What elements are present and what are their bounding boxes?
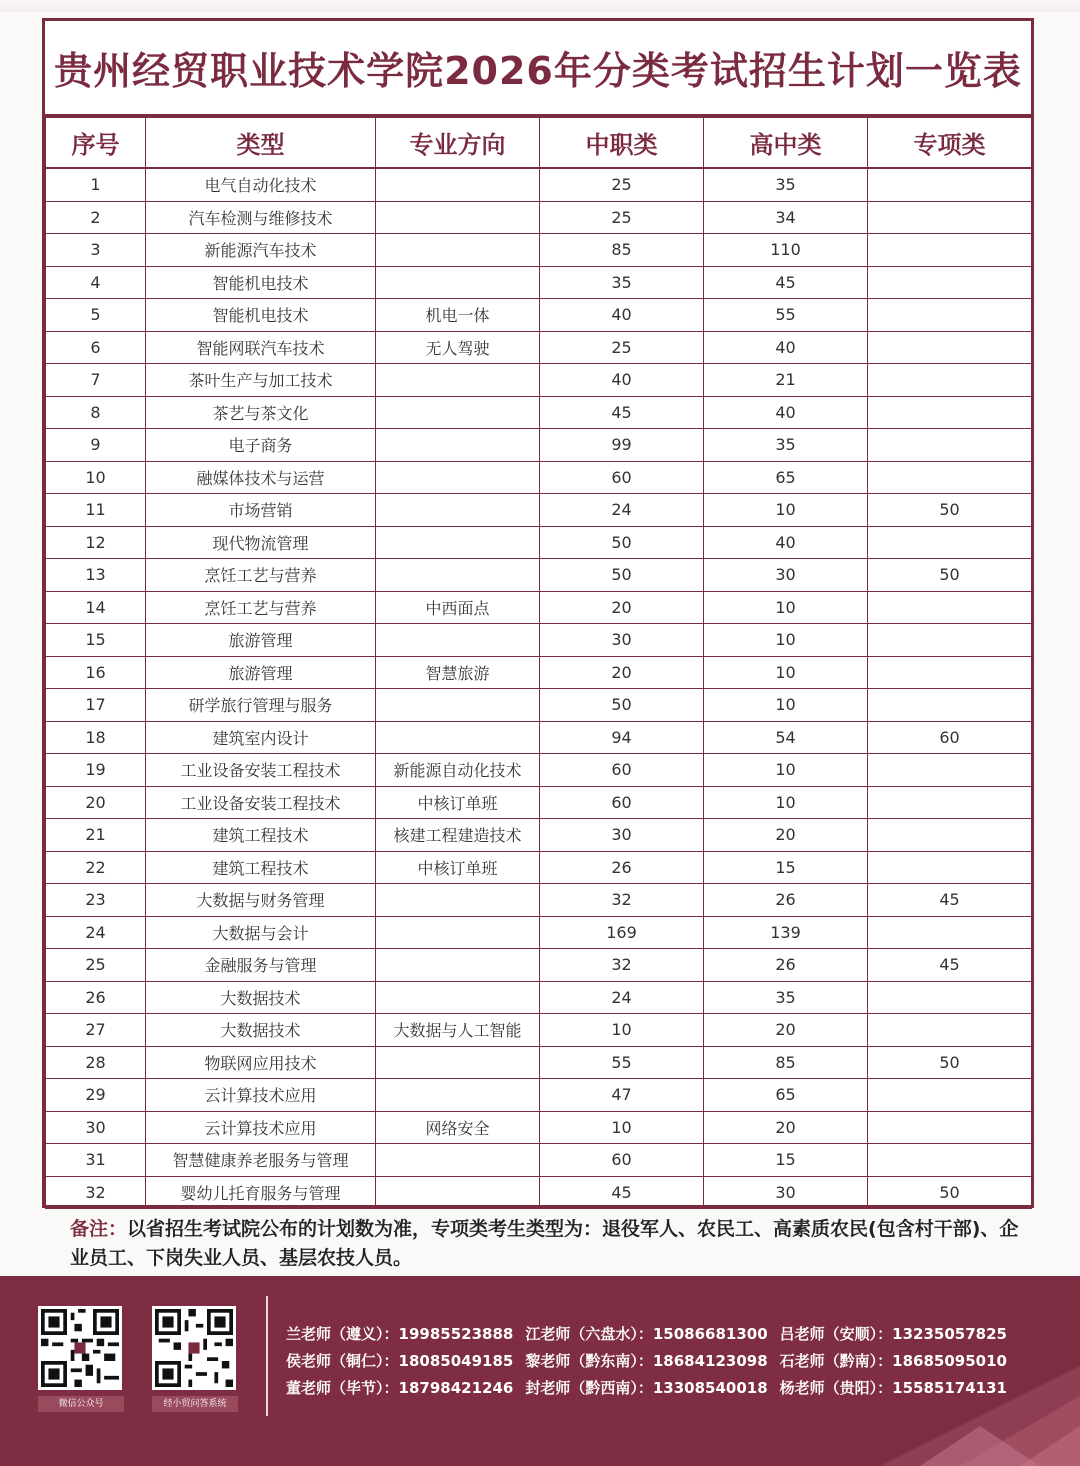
cell-direction: [376, 1046, 540, 1079]
cell-direction: [376, 201, 540, 234]
cell-index: 16: [46, 656, 146, 689]
cell-type: 融媒体技术与运营: [146, 461, 376, 494]
cell-direction: [376, 266, 540, 299]
cell-special: [868, 916, 1032, 949]
cell-index: 14: [46, 591, 146, 624]
contact-name: 石老师（黔南）：: [779, 1352, 893, 1370]
cell-highschool: 34: [704, 201, 868, 234]
cell-index: 6: [46, 331, 146, 364]
cell-index: 20: [46, 786, 146, 819]
cell-type: 云计算技术应用: [146, 1111, 376, 1144]
cell-highschool: 35: [704, 429, 868, 462]
contact-phone[interactable]: 18684123098: [652, 1352, 768, 1370]
cell-special: [868, 786, 1032, 819]
cell-highschool: 10: [704, 786, 868, 819]
cell-vocational: 60: [540, 1144, 704, 1177]
cell-highschool: 40: [704, 331, 868, 364]
cell-special: [868, 819, 1032, 852]
cell-highschool: 10: [704, 591, 868, 624]
cell-highschool: 35: [704, 981, 868, 1014]
cell-highschool: 10: [704, 754, 868, 787]
cell-vocational: 32: [540, 884, 704, 917]
contact-footer: [0, 1276, 1080, 1466]
contact-name: 黎老师（黔东南）：: [525, 1352, 653, 1370]
cell-index: 15: [46, 624, 146, 657]
cell-highschool: 54: [704, 721, 868, 754]
cell-index: 32: [46, 1176, 146, 1209]
contact-phone[interactable]: 19985523888: [398, 1325, 514, 1343]
cell-vocational: 60: [540, 786, 704, 819]
cell-vocational: 45: [540, 396, 704, 429]
cell-type: 大数据与会计: [146, 916, 376, 949]
cell-highschool: 40: [704, 396, 868, 429]
cell-index: 8: [46, 396, 146, 429]
cell-special: [868, 429, 1032, 462]
cell-vocational: 99: [540, 429, 704, 462]
cell-vocational: 32: [540, 949, 704, 982]
cell-highschool: 26: [704, 949, 868, 982]
cell-special: [868, 364, 1032, 397]
contact-name: 侯老师（铜仁）：: [286, 1352, 399, 1370]
qr-code-icon: [38, 1306, 122, 1390]
cell-vocational: 10: [540, 1111, 704, 1144]
cell-vocational: 20: [540, 656, 704, 689]
cell-special: [868, 526, 1032, 559]
cell-special: 50: [868, 559, 1032, 592]
cell-special: 60: [868, 721, 1032, 754]
cell-vocational: 40: [540, 364, 704, 397]
contact-phone[interactable]: 18685095010: [892, 1352, 1007, 1370]
cell-special: [868, 1014, 1032, 1047]
contact-name: 封老师（黔西南）：: [525, 1379, 653, 1397]
cell-direction: 大数据与人工智能: [376, 1014, 540, 1047]
table-row: [46, 1144, 1032, 1177]
contact-phone[interactable]: 13308540018: [652, 1379, 768, 1397]
cell-vocational: 60: [540, 754, 704, 787]
cell-highschool: 65: [704, 461, 868, 494]
table-row: [46, 168, 1032, 201]
cell-special: [868, 689, 1032, 722]
cell-special: [868, 851, 1032, 884]
cell-index: 30: [46, 1111, 146, 1144]
cell-type: 研学旅行管理与服务: [146, 689, 376, 722]
cell-direction: [376, 429, 540, 462]
contact-row: [286, 1320, 1076, 1347]
page-top-border: [0, 0, 1080, 12]
cell-direction: [376, 721, 540, 754]
cell-index: 21: [46, 819, 146, 852]
cell-type: 烹饪工艺与营养: [146, 559, 376, 592]
cell-index: 19: [46, 754, 146, 787]
contact-name: 江老师（六盘水）：: [525, 1325, 653, 1343]
cell-type: 新能源汽车技术: [146, 234, 376, 267]
cell-special: [868, 1111, 1032, 1144]
table-row: [46, 689, 1032, 722]
cell-direction: [376, 396, 540, 429]
contact-entry: [525, 1377, 767, 1398]
table-row: [46, 461, 1032, 494]
cell-type: 建筑工程技术: [146, 819, 376, 852]
contact-entry: [525, 1323, 767, 1344]
cell-direction: [376, 559, 540, 592]
cell-direction: [376, 234, 540, 267]
cell-special: 45: [868, 949, 1032, 982]
cell-direction: [376, 916, 540, 949]
contact-entry: [780, 1350, 1007, 1371]
contact-row: [286, 1347, 1076, 1374]
cell-highschool: 40: [704, 526, 868, 559]
cell-type: 茶叶生产与加工技术: [146, 364, 376, 397]
cell-highschool: 55: [704, 299, 868, 332]
table-row: [46, 1176, 1032, 1209]
cell-index: 22: [46, 851, 146, 884]
cell-vocational: 24: [540, 981, 704, 1014]
cell-vocational: 20: [540, 591, 704, 624]
contact-phone[interactable]: 15086681300: [652, 1325, 768, 1343]
cell-direction: 中西面点: [376, 591, 540, 624]
cell-special: [868, 1144, 1032, 1177]
cell-index: 27: [46, 1014, 146, 1047]
cell-direction: 中核订单班: [376, 786, 540, 819]
qr-qa-system[interactable]: [152, 1306, 238, 1412]
table-row: [46, 656, 1032, 689]
table-row: [46, 786, 1032, 819]
contact-row: [286, 1374, 1076, 1401]
cell-index: 23: [46, 884, 146, 917]
table-row: [46, 591, 1032, 624]
cell-type: 云计算技术应用: [146, 1079, 376, 1112]
cell-vocational: 25: [540, 331, 704, 364]
table-row: [46, 331, 1032, 364]
table-row: [46, 916, 1032, 949]
cell-type: 市场营销: [146, 494, 376, 527]
cell-index: 25: [46, 949, 146, 982]
cell-type: 大数据技术: [146, 1014, 376, 1047]
page-title: 贵州经贸职业技术学院2026年分类考试招生计划一览表: [45, 21, 1031, 117]
cell-vocational: 26: [540, 851, 704, 884]
cell-direction: [376, 949, 540, 982]
qr-caption-wechat: 微信公众号: [38, 1396, 124, 1412]
cell-type: 电气自动化技术: [146, 168, 376, 201]
contact-name: 杨老师（贵阳）：: [779, 1379, 893, 1397]
cell-direction: 机电一体: [376, 299, 540, 332]
cell-index: 24: [46, 916, 146, 949]
cell-index: 18: [46, 721, 146, 754]
cell-type: 旅游管理: [146, 656, 376, 689]
qr-caption-qa: 经小贸问答系统: [152, 1396, 238, 1412]
header-special: 专项类: [868, 118, 1032, 169]
cell-special: [868, 1079, 1032, 1112]
plan-frame: [42, 18, 1034, 1208]
cell-direction: [376, 461, 540, 494]
cell-vocational: 24: [540, 494, 704, 527]
cell-vocational: 169: [540, 916, 704, 949]
table-row: [46, 624, 1032, 657]
contact-list: [286, 1320, 1076, 1401]
contact-phone[interactable]: 13235057825: [892, 1325, 1007, 1343]
contact-name: 董老师（毕节）：: [286, 1379, 399, 1397]
cell-type: 电子商务: [146, 429, 376, 462]
contact-phone[interactable]: 18798421246: [398, 1379, 514, 1397]
cell-index: 29: [46, 1079, 146, 1112]
cell-type: 建筑室内设计: [146, 721, 376, 754]
table-row: [46, 494, 1032, 527]
cell-type: 物联网应用技术: [146, 1046, 376, 1079]
cell-type: 金融服务与管理: [146, 949, 376, 982]
cell-index: 7: [46, 364, 146, 397]
table-row: [46, 396, 1032, 429]
cell-special: 50: [868, 494, 1032, 527]
cell-vocational: 60: [540, 461, 704, 494]
cell-vocational: 94: [540, 721, 704, 754]
table-row: [46, 266, 1032, 299]
header-type: 类型: [146, 118, 376, 169]
cell-direction: 网络安全: [376, 1111, 540, 1144]
cell-special: 50: [868, 1046, 1032, 1079]
cell-vocational: 50: [540, 689, 704, 722]
cell-vocational: 45: [540, 1176, 704, 1209]
qr-code-icon: [152, 1306, 236, 1390]
contact-entry: [780, 1323, 1007, 1344]
cell-highschool: 10: [704, 656, 868, 689]
contact-entry: [780, 1377, 1007, 1398]
cell-highschool: 20: [704, 819, 868, 852]
cell-highschool: 35: [704, 168, 868, 201]
cell-highschool: 65: [704, 1079, 868, 1112]
cell-direction: 中核订单班: [376, 851, 540, 884]
cell-index: 26: [46, 981, 146, 1014]
cell-direction: 智慧旅游: [376, 656, 540, 689]
table-row: [46, 1079, 1032, 1112]
cell-type: 汽车检测与维修技术: [146, 201, 376, 234]
cell-highschool: 10: [704, 624, 868, 657]
contact-entry: [286, 1323, 513, 1344]
cell-vocational: 47: [540, 1079, 704, 1112]
cell-index: 10: [46, 461, 146, 494]
cell-direction: [376, 1176, 540, 1209]
cell-direction: [376, 168, 540, 201]
footer-divider: [266, 1296, 268, 1416]
cell-vocational: 25: [540, 168, 704, 201]
cell-vocational: 35: [540, 266, 704, 299]
cell-index: 2: [46, 201, 146, 234]
cell-special: [868, 299, 1032, 332]
cell-special: [868, 396, 1032, 429]
table-row: [46, 754, 1032, 787]
contact-name: 吕老师（安顺）：: [779, 1325, 893, 1343]
qr-wechat[interactable]: [38, 1306, 124, 1412]
cell-index: 1: [46, 168, 146, 201]
cell-type: 茶艺与茶文化: [146, 396, 376, 429]
cell-highschool: 139: [704, 916, 868, 949]
cell-type: 智慧健康养老服务与管理: [146, 1144, 376, 1177]
cell-special: 45: [868, 884, 1032, 917]
table-row: [46, 1111, 1032, 1144]
cell-direction: [376, 624, 540, 657]
table-row: [46, 299, 1032, 332]
cell-type: 智能网联汽车技术: [146, 331, 376, 364]
cell-highschool: 10: [704, 689, 868, 722]
contact-phone[interactable]: 15585174131: [892, 1379, 1007, 1397]
cell-vocational: 30: [540, 819, 704, 852]
contact-phone[interactable]: 18085049185: [398, 1352, 514, 1370]
cell-type: 智能机电技术: [146, 266, 376, 299]
cell-vocational: 50: [540, 559, 704, 592]
cell-direction: [376, 526, 540, 559]
table-row: [46, 884, 1032, 917]
cell-type: 工业设备安装工程技术: [146, 786, 376, 819]
table-row: [46, 1014, 1032, 1047]
cell-index: 12: [46, 526, 146, 559]
cell-index: 17: [46, 689, 146, 722]
cell-vocational: 30: [540, 624, 704, 657]
cell-highschool: 21: [704, 364, 868, 397]
cell-special: [868, 754, 1032, 787]
cell-vocational: 40: [540, 299, 704, 332]
contact-entry: [525, 1350, 767, 1371]
cell-type: 旅游管理: [146, 624, 376, 657]
cell-highschool: 30: [704, 1176, 868, 1209]
cell-index: 9: [46, 429, 146, 462]
cell-highschool: 20: [704, 1111, 868, 1144]
cell-special: [868, 461, 1032, 494]
cell-type: 烹饪工艺与营养: [146, 591, 376, 624]
cell-direction: [376, 494, 540, 527]
cell-direction: [376, 689, 540, 722]
cell-special: [868, 234, 1032, 267]
cell-direction: [376, 1079, 540, 1112]
cell-direction: [376, 981, 540, 1014]
cell-index: 28: [46, 1046, 146, 1079]
table-row: [46, 721, 1032, 754]
table-row: [46, 1046, 1032, 1079]
note-text: 以省招生考试院公布的计划数为准，专项类考生类型为：退役军人、农民工、高素质农民(包含村干部)、企业员工、下岗失业人员、基层农技人员。: [70, 1218, 1019, 1269]
contact-entry: [286, 1350, 513, 1371]
table-row: [46, 559, 1032, 592]
cell-direction: 无人驾驶: [376, 331, 540, 364]
cell-highschool: 26: [704, 884, 868, 917]
cell-index: 3: [46, 234, 146, 267]
cell-special: [868, 656, 1032, 689]
cell-vocational: 10: [540, 1014, 704, 1047]
table-row: [46, 819, 1032, 852]
table-row: [46, 981, 1032, 1014]
note-block: [70, 1215, 1030, 1273]
table-header-row: [46, 118, 1032, 169]
cell-special: [868, 201, 1032, 234]
cell-special: [868, 981, 1032, 1014]
header-direction: 专业方向: [376, 118, 540, 169]
contact-name: 兰老师（遵义）：: [286, 1325, 399, 1343]
cell-special: [868, 591, 1032, 624]
cell-highschool: 20: [704, 1014, 868, 1047]
cell-direction: 核建工程建造技术: [376, 819, 540, 852]
cell-highschool: 110: [704, 234, 868, 267]
cell-type: 工业设备安装工程技术: [146, 754, 376, 787]
cell-vocational: 50: [540, 526, 704, 559]
cell-index: 4: [46, 266, 146, 299]
table-row: [46, 526, 1032, 559]
cell-type: 大数据技术: [146, 981, 376, 1014]
cell-index: 31: [46, 1144, 146, 1177]
cell-vocational: 55: [540, 1046, 704, 1079]
cell-special: [868, 168, 1032, 201]
cell-type: 现代物流管理: [146, 526, 376, 559]
cell-type: 婴幼儿托育服务与管理: [146, 1176, 376, 1209]
header-vocational: 中职类: [540, 118, 704, 169]
cell-special: 50: [868, 1176, 1032, 1209]
cell-highschool: 15: [704, 851, 868, 884]
header-highschool: 高中类: [704, 118, 868, 169]
cell-highschool: 45: [704, 266, 868, 299]
cell-type: 建筑工程技术: [146, 851, 376, 884]
contact-entry: [286, 1377, 513, 1398]
cell-vocational: 25: [540, 201, 704, 234]
cell-type: 大数据与财务管理: [146, 884, 376, 917]
cell-direction: [376, 364, 540, 397]
enrollment-plan-table: [45, 117, 1032, 1209]
cell-direction: [376, 1144, 540, 1177]
cell-highschool: 15: [704, 1144, 868, 1177]
cell-vocational: 85: [540, 234, 704, 267]
cell-direction: 新能源自动化技术: [376, 754, 540, 787]
cell-index: 11: [46, 494, 146, 527]
table-row: [46, 949, 1032, 982]
table-body: [46, 168, 1032, 1209]
note-label: 备注：: [70, 1218, 128, 1240]
cell-highschool: 85: [704, 1046, 868, 1079]
cell-direction: [376, 884, 540, 917]
table-row: [46, 234, 1032, 267]
table-row: [46, 851, 1032, 884]
cell-index: 13: [46, 559, 146, 592]
table-row: [46, 429, 1032, 462]
header-index: 序号: [46, 118, 146, 169]
cell-index: 5: [46, 299, 146, 332]
table-row: [46, 201, 1032, 234]
cell-highschool: 10: [704, 494, 868, 527]
cell-highschool: 30: [704, 559, 868, 592]
table-row: [46, 364, 1032, 397]
cell-special: [868, 266, 1032, 299]
cell-special: [868, 624, 1032, 657]
cell-special: [868, 331, 1032, 364]
cell-type: 智能机电技术: [146, 299, 376, 332]
